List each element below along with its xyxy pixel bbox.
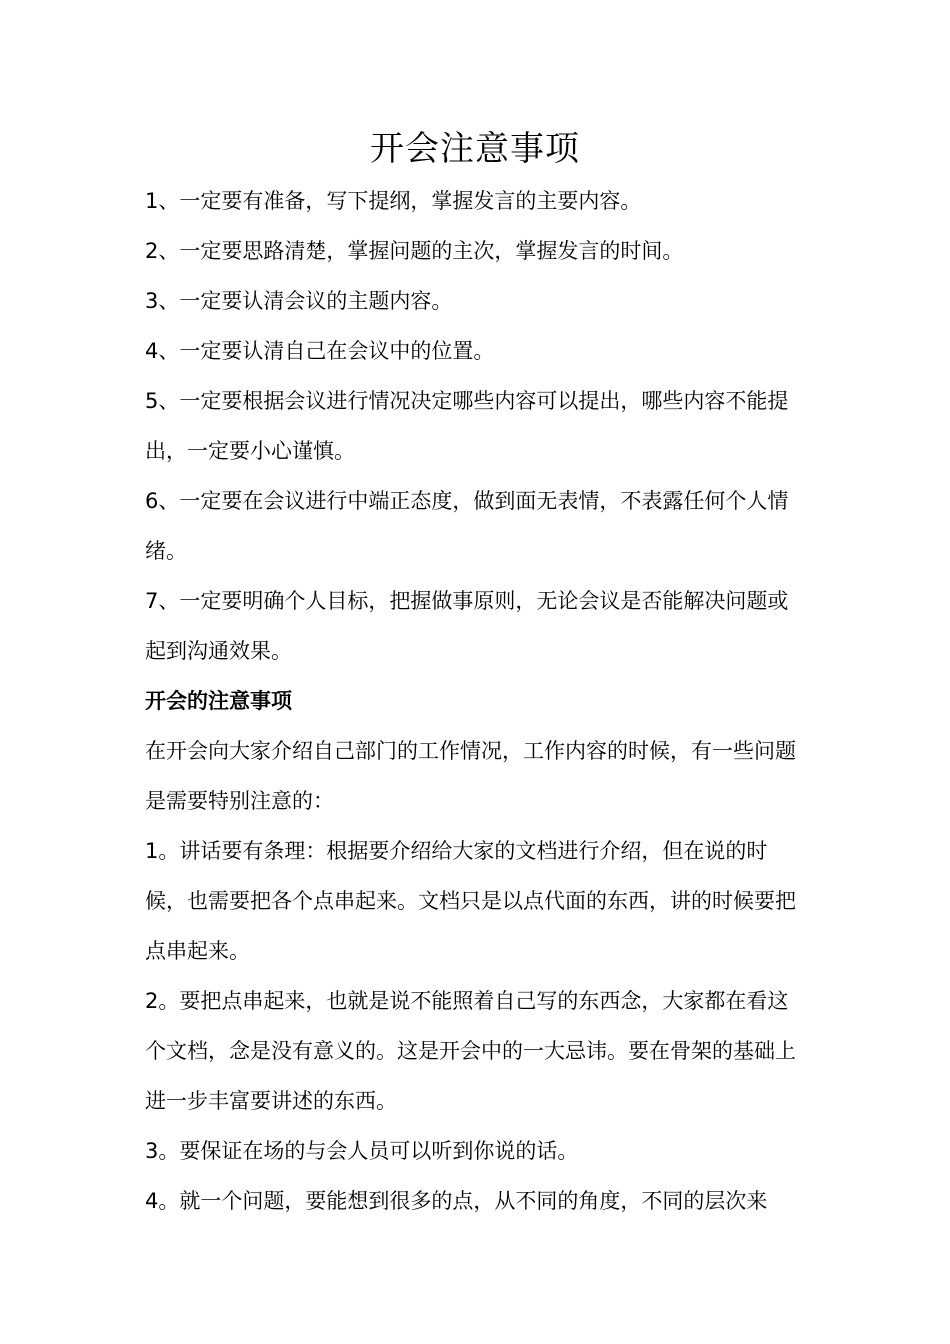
document-body bbox=[145, 176, 807, 1226]
point-item-3: 3。要保证在场的与会人员可以听到你说的话。 bbox=[145, 1139, 579, 1163]
list-item-1: 1、一定要有准备，写下提纲，掌握发言的主要内容。 bbox=[145, 189, 642, 213]
section-subheading: 开会的注意事项 bbox=[145, 689, 292, 713]
list-item-6: 6、一定要在会议进行中端正态度，做到面无表情，不表露任何个人情绪。 bbox=[145, 489, 789, 563]
intro-paragraph: 在开会向大家介绍自己部门的工作情况，工作内容的时候，有一些问题是需要特别注意的： bbox=[145, 739, 796, 813]
list-item-4: 4、一定要认清自己在会议中的位置。 bbox=[145, 339, 495, 363]
list-item-2: 2、一定要思路清楚，掌握问题的主次，掌握发言的时间。 bbox=[145, 239, 684, 263]
point-item-1: 1。讲话要有条理：根据要介绍给大家的文档进行介绍，但在说的时候，也需要把各个点串起来。文档只是以点代面的东西，讲的时候要把点串起来。 bbox=[145, 839, 796, 963]
point-item-4: 4。就一个问题，要能想到很多的点，从不同的角度，不同的层次来 bbox=[145, 1189, 768, 1213]
list-item-5: 5、一定要根据会议进行情况决定哪些内容可以提出，哪些内容不能提出，一定要小心谨慎。 bbox=[145, 389, 789, 463]
document-title: 开会注意事项 bbox=[370, 129, 580, 169]
point-item-2: 2。要把点串起来，也就是说不能照着自己写的东西念，大家都在看这个文档，念是没有意义的。这是开会中的一大忌讳。要在骨架的基础上进一步丰富要讲述的东西。 bbox=[145, 989, 796, 1113]
list-item-7: 7、一定要明确个人目标，把握做事原则，无论会议是否能解决问题或起到沟通效果。 bbox=[145, 589, 789, 663]
list-item-3: 3、一定要认清会议的主题内容。 bbox=[145, 289, 453, 313]
